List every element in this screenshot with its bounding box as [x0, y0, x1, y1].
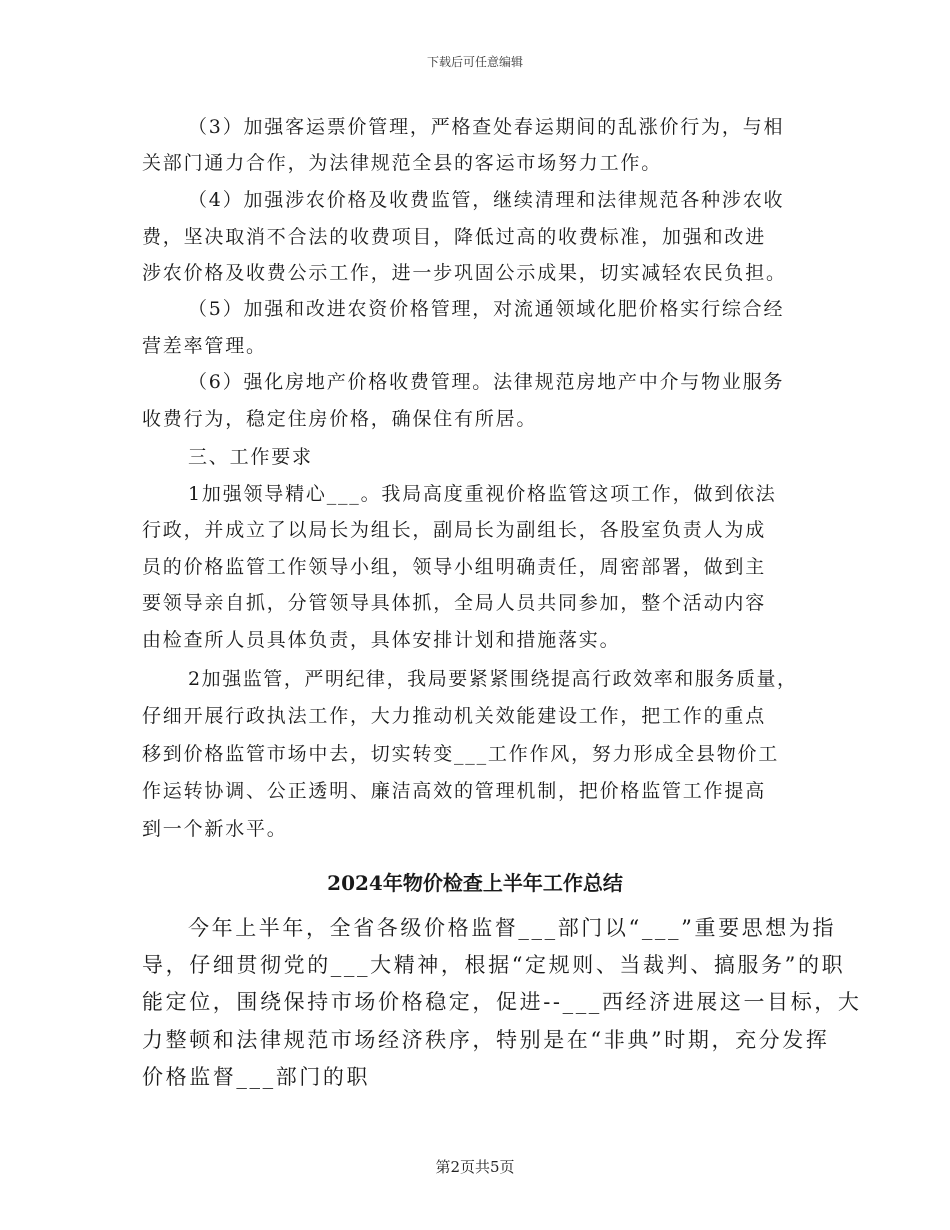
paragraph-line: 1加强领导精心___。我局高度重视价格监管这项工作，做到依法 [188, 483, 777, 505]
paragraph-line: 要领导亲自抓，分管领导具体抓，全局人员共同参加，整个活动内容 [142, 592, 767, 614]
paragraph-line: 涉农价格及收费公示工作，进一步巩固公示成果，切实减轻农民负担。 [142, 262, 787, 284]
paragraph-line: 员的价格监管工作领导小组，领导小组明确责任，周密部署，做到主 [142, 556, 767, 578]
paragraph-line: 导，仔细贯彻党的___大精神，根据“定规则、当裁判、搞服务”的职 [142, 953, 846, 977]
paragraph-line: （3）加强客运票价管理，严格查处春运期间的乱涨价行为，与相 [188, 116, 785, 138]
paragraph-line: 作运转协调、公正透明、廉洁高效的管理机制，把价格监管工作提高 [142, 780, 767, 802]
section-heading: 三、工作要求 [188, 446, 313, 468]
page-number-footer: 第2页共5页 [435, 1158, 515, 1176]
paragraph-line: 费，坚决取消不合法的收费项目，降低过高的收费标准，加强和改进 [142, 226, 767, 248]
paragraph-line: 营差率管理。 [142, 335, 267, 357]
paragraph-line: （6）强化房地产价格收费管理。法律规范房地产中介与物业服务 [188, 371, 785, 393]
paragraph-line: 价格监督___部门的职 [142, 1065, 371, 1089]
paragraph-line: 由检查所人员具体负责，具体安排计划和措施落实。 [142, 629, 621, 651]
paragraph-line: 关部门通力合作，为法律规范全县的客运市场努力工作。 [142, 152, 663, 174]
page-header: 下载后可任意编辑 [426, 55, 523, 69]
paragraph-line: 2加强监管，严明纪律，我局要紧紧围绕提高行政效率和服务质量， [188, 668, 798, 690]
paragraph-line: 到一个新水平。 [142, 818, 288, 840]
paragraph-line: 力整顿和法律规范市场经济秩序，特别是在“非典”时期，充分发挥 [142, 1028, 830, 1052]
paragraph-line: 移到价格监管市场中去，切实转变___工作作风，努力形成全县物价工 [142, 743, 780, 765]
paragraph-line: 今年上半年，全省各级价格监督___部门以“___”重要思想为指 [188, 916, 837, 940]
paragraph-line: 仔细开展行政执法工作，大力推动机关效能建设工作，把工作的重点 [142, 705, 767, 727]
paragraph-line: 收费行为，稳定住房价格，确保住有所居。 [142, 408, 538, 430]
paragraph-line: （4）加强涉农价格及收费监管，继续清理和法律规范各种涉农收 [188, 189, 785, 211]
paragraph-line: 行政，并成立了以局长为组长，副局长为副组长，各股室负责人为成 [142, 519, 767, 541]
paragraph-line: 能定位，围绕保持市场价格稳定，促进--___西经济进展这一目标，大 [142, 990, 862, 1014]
document-title: 2024年物价检查上半年工作总结 [327, 871, 623, 895]
paragraph-line: （5）加强和改进农资价格管理，对流通领域化肥价格实行综合经 [188, 298, 785, 320]
